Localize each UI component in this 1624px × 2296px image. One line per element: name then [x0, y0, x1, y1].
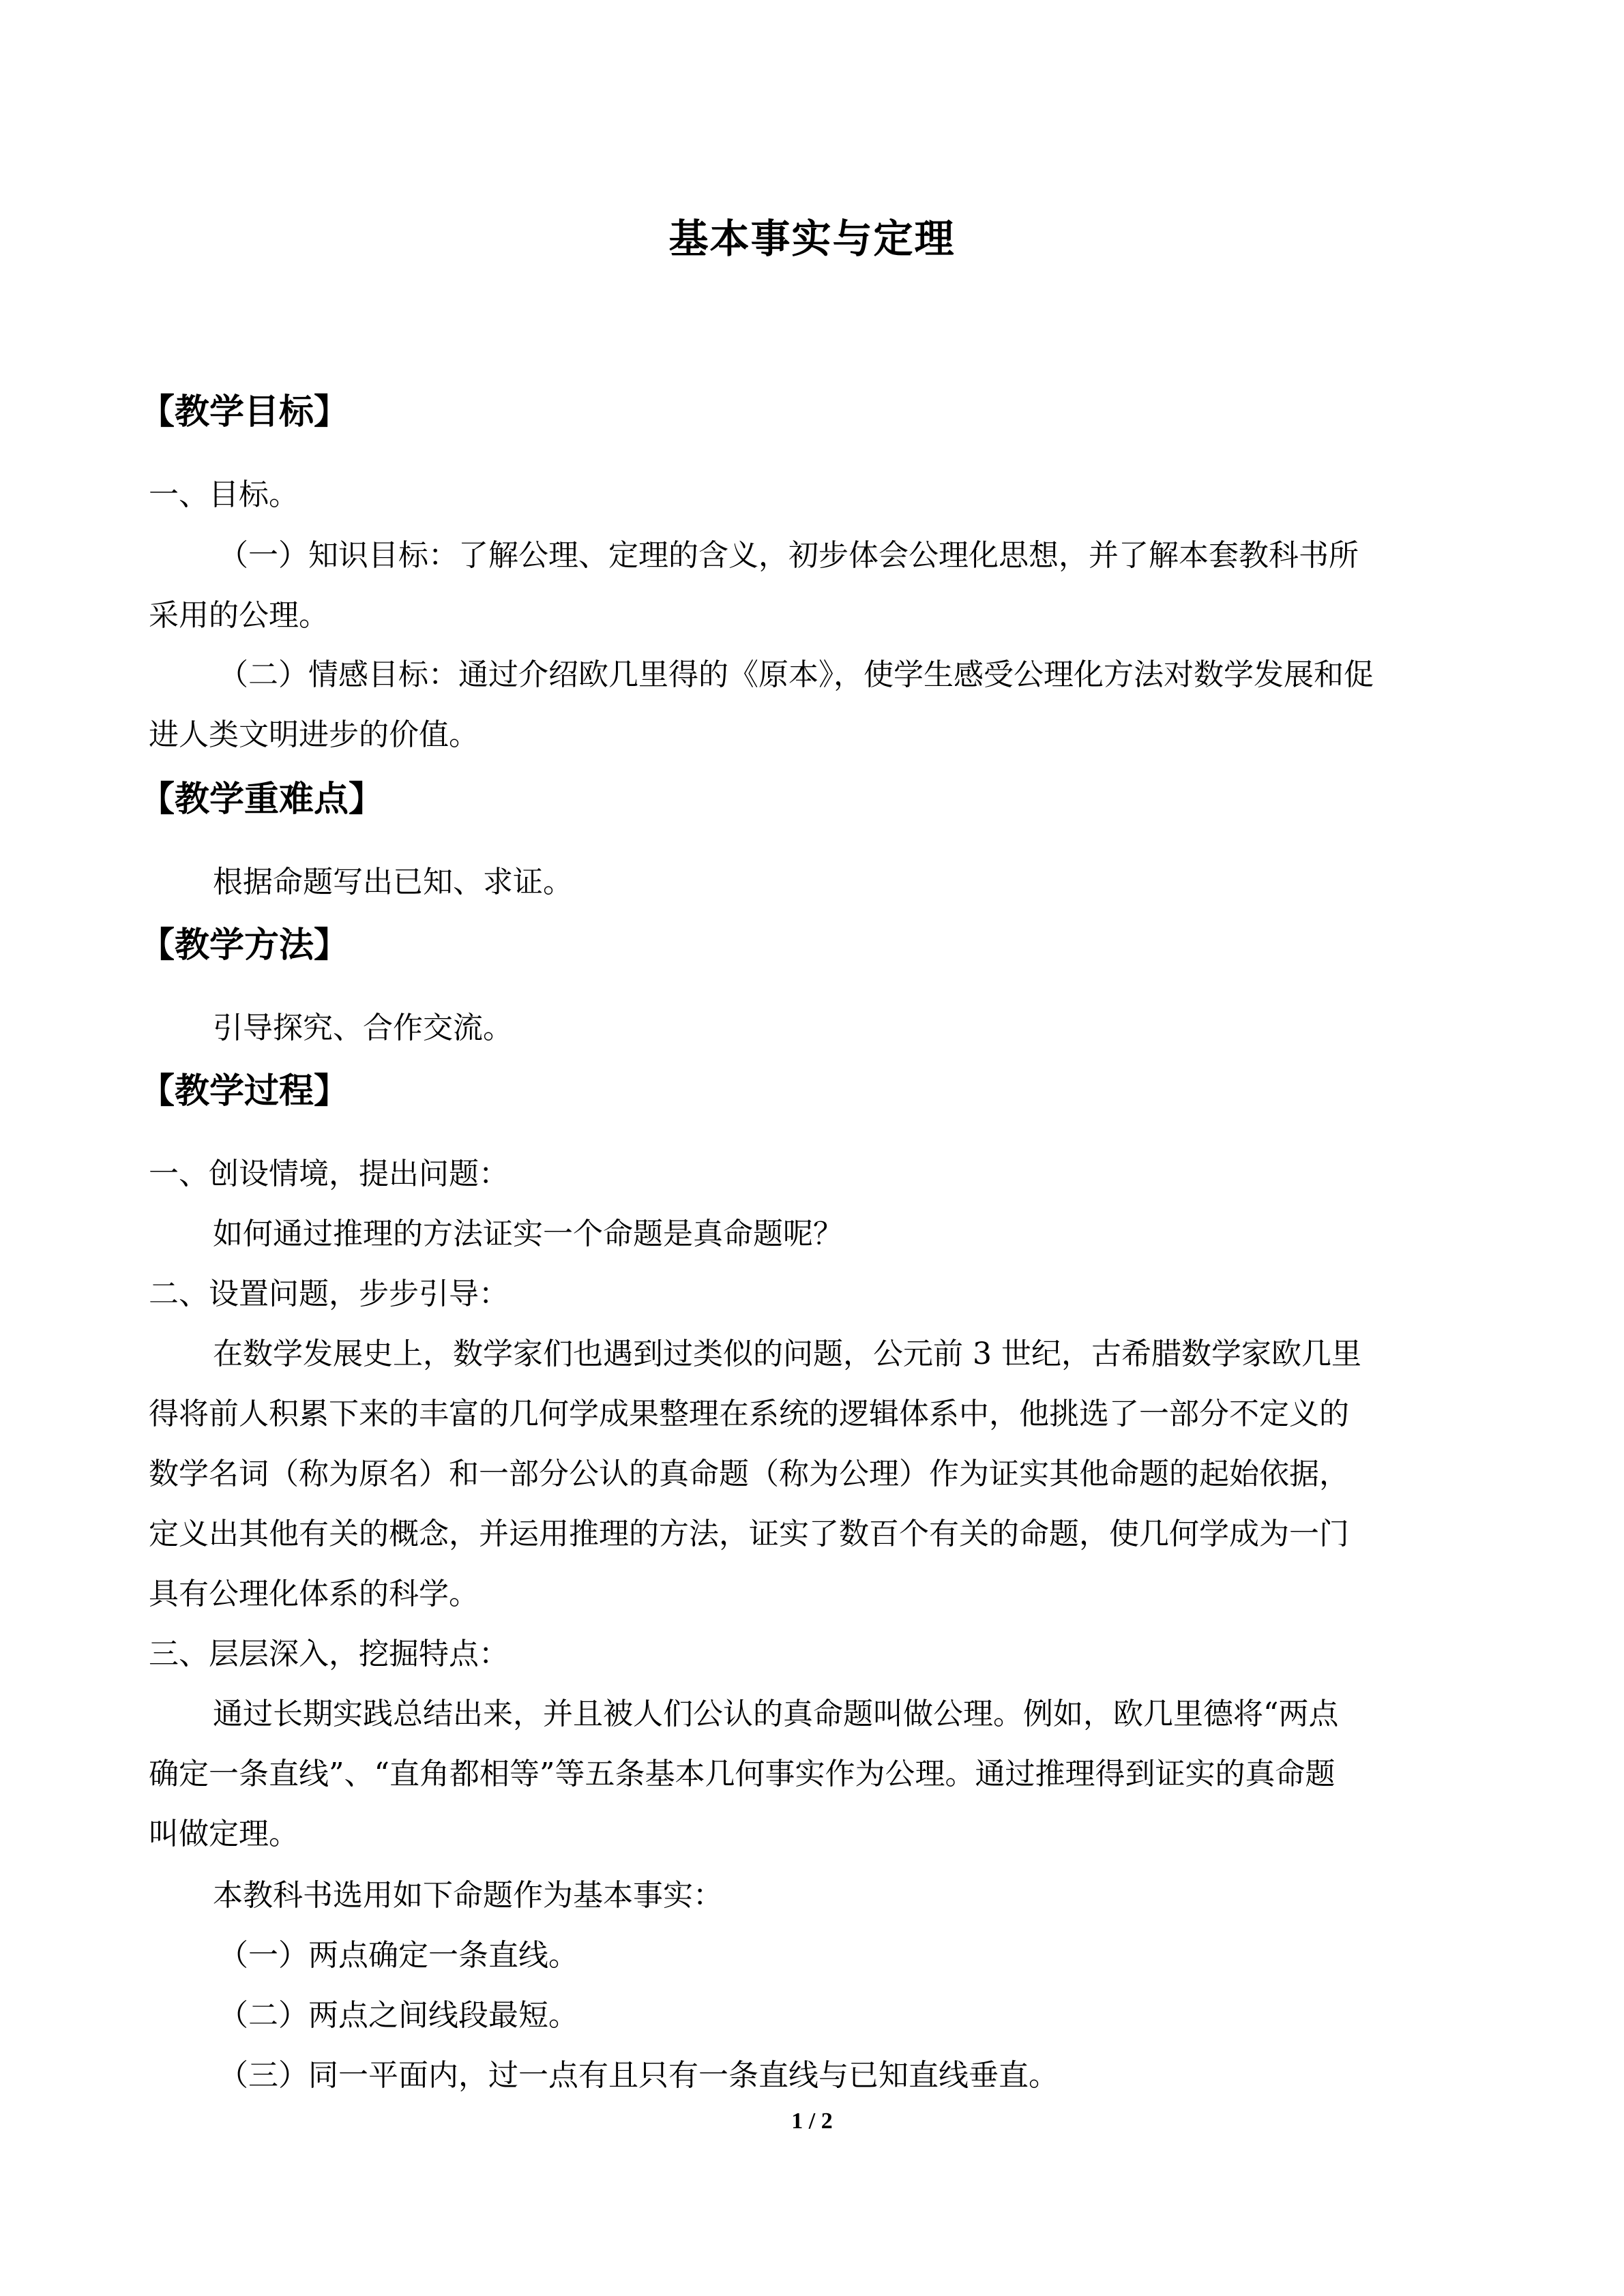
paragraph-line: 采用的公理。	[149, 598, 329, 633]
paragraph-line: 在数学发展史上，数学家们也遇到过类似的问题，公元前 3 世纪，古希腊数学家欧几里	[213, 1337, 1361, 1371]
paragraph-line: 三、层层深入，挖掘特点：	[149, 1637, 509, 1671]
paragraph-line: 定义出其他有关的概念，并运用推理的方法，证实了数百个有关的命题，使几何学成为一门	[149, 1517, 1349, 1551]
paragraph-line: 一、创设情境，提出问题：	[149, 1157, 509, 1191]
section-heading-process: 【教学过程】	[140, 1071, 349, 1112]
paragraph-line: 如何通过推理的方法证实一个命题是真命题呢？	[213, 1217, 843, 1251]
list-item: （三）同一平面内，过一点有且只有一条直线与已知直线垂直。	[218, 2058, 1059, 2093]
paragraph-line: 叫做定理。	[149, 1817, 299, 1851]
paragraph-line: 得将前人积累下来的丰富的几何学成果整理在系统的逻辑体系中，他挑选了一部分不定义的	[149, 1397, 1349, 1431]
paragraph-line: （二）情感目标：通过介绍欧几里得的《原本》，使学生感受公理化方法对数学发展和促	[218, 657, 1374, 692]
paragraph-line: 二、设置问题，步步引导：	[149, 1277, 509, 1311]
section-heading-objectives: 【教学目标】	[140, 392, 349, 432]
paragraph-line: （一）知识目标：了解公理、定理的含义，初步体会公理化思想，并了解本套教科书所	[218, 538, 1359, 573]
list-item: （二）两点之间线段最短。	[218, 1998, 578, 2033]
list-item: （一）两点确定一条直线。	[218, 1938, 578, 1973]
document-title: 基本事实与定理	[668, 215, 956, 262]
section-heading-methods: 【教学方法】	[140, 925, 349, 966]
paragraph-line: 通过长期实践总结出来，并且被人们公认的真命题叫做公理。例如，欧几里德将“两点	[213, 1697, 1339, 1731]
paragraph-line: 一、目标。	[149, 477, 299, 512]
paragraph-line: 确定一条直线”、“直角都相等”等五条基本几何事实作为公理。通过推理得到证实的真命题	[149, 1757, 1335, 1791]
paragraph-line: 引导探究、合作交流。	[213, 1011, 513, 1045]
section-heading-key-points: 【教学重难点】	[140, 779, 384, 820]
paragraph-line: 根据命题写出已知、求证。	[213, 865, 573, 899]
paragraph-line: 本教科书选用如下命题作为基本事实：	[213, 1878, 723, 1913]
paragraph-line: 具有公理化体系的科学。	[149, 1577, 479, 1611]
paragraph-line: 进人类文明进步的价值。	[149, 717, 479, 752]
paragraph-line: 数学名词（称为原名）和一部分公认的真命题（称为公理）作为证实其他命题的起始依据，	[149, 1457, 1349, 1491]
page-number: 1 / 2	[791, 2108, 833, 2134]
